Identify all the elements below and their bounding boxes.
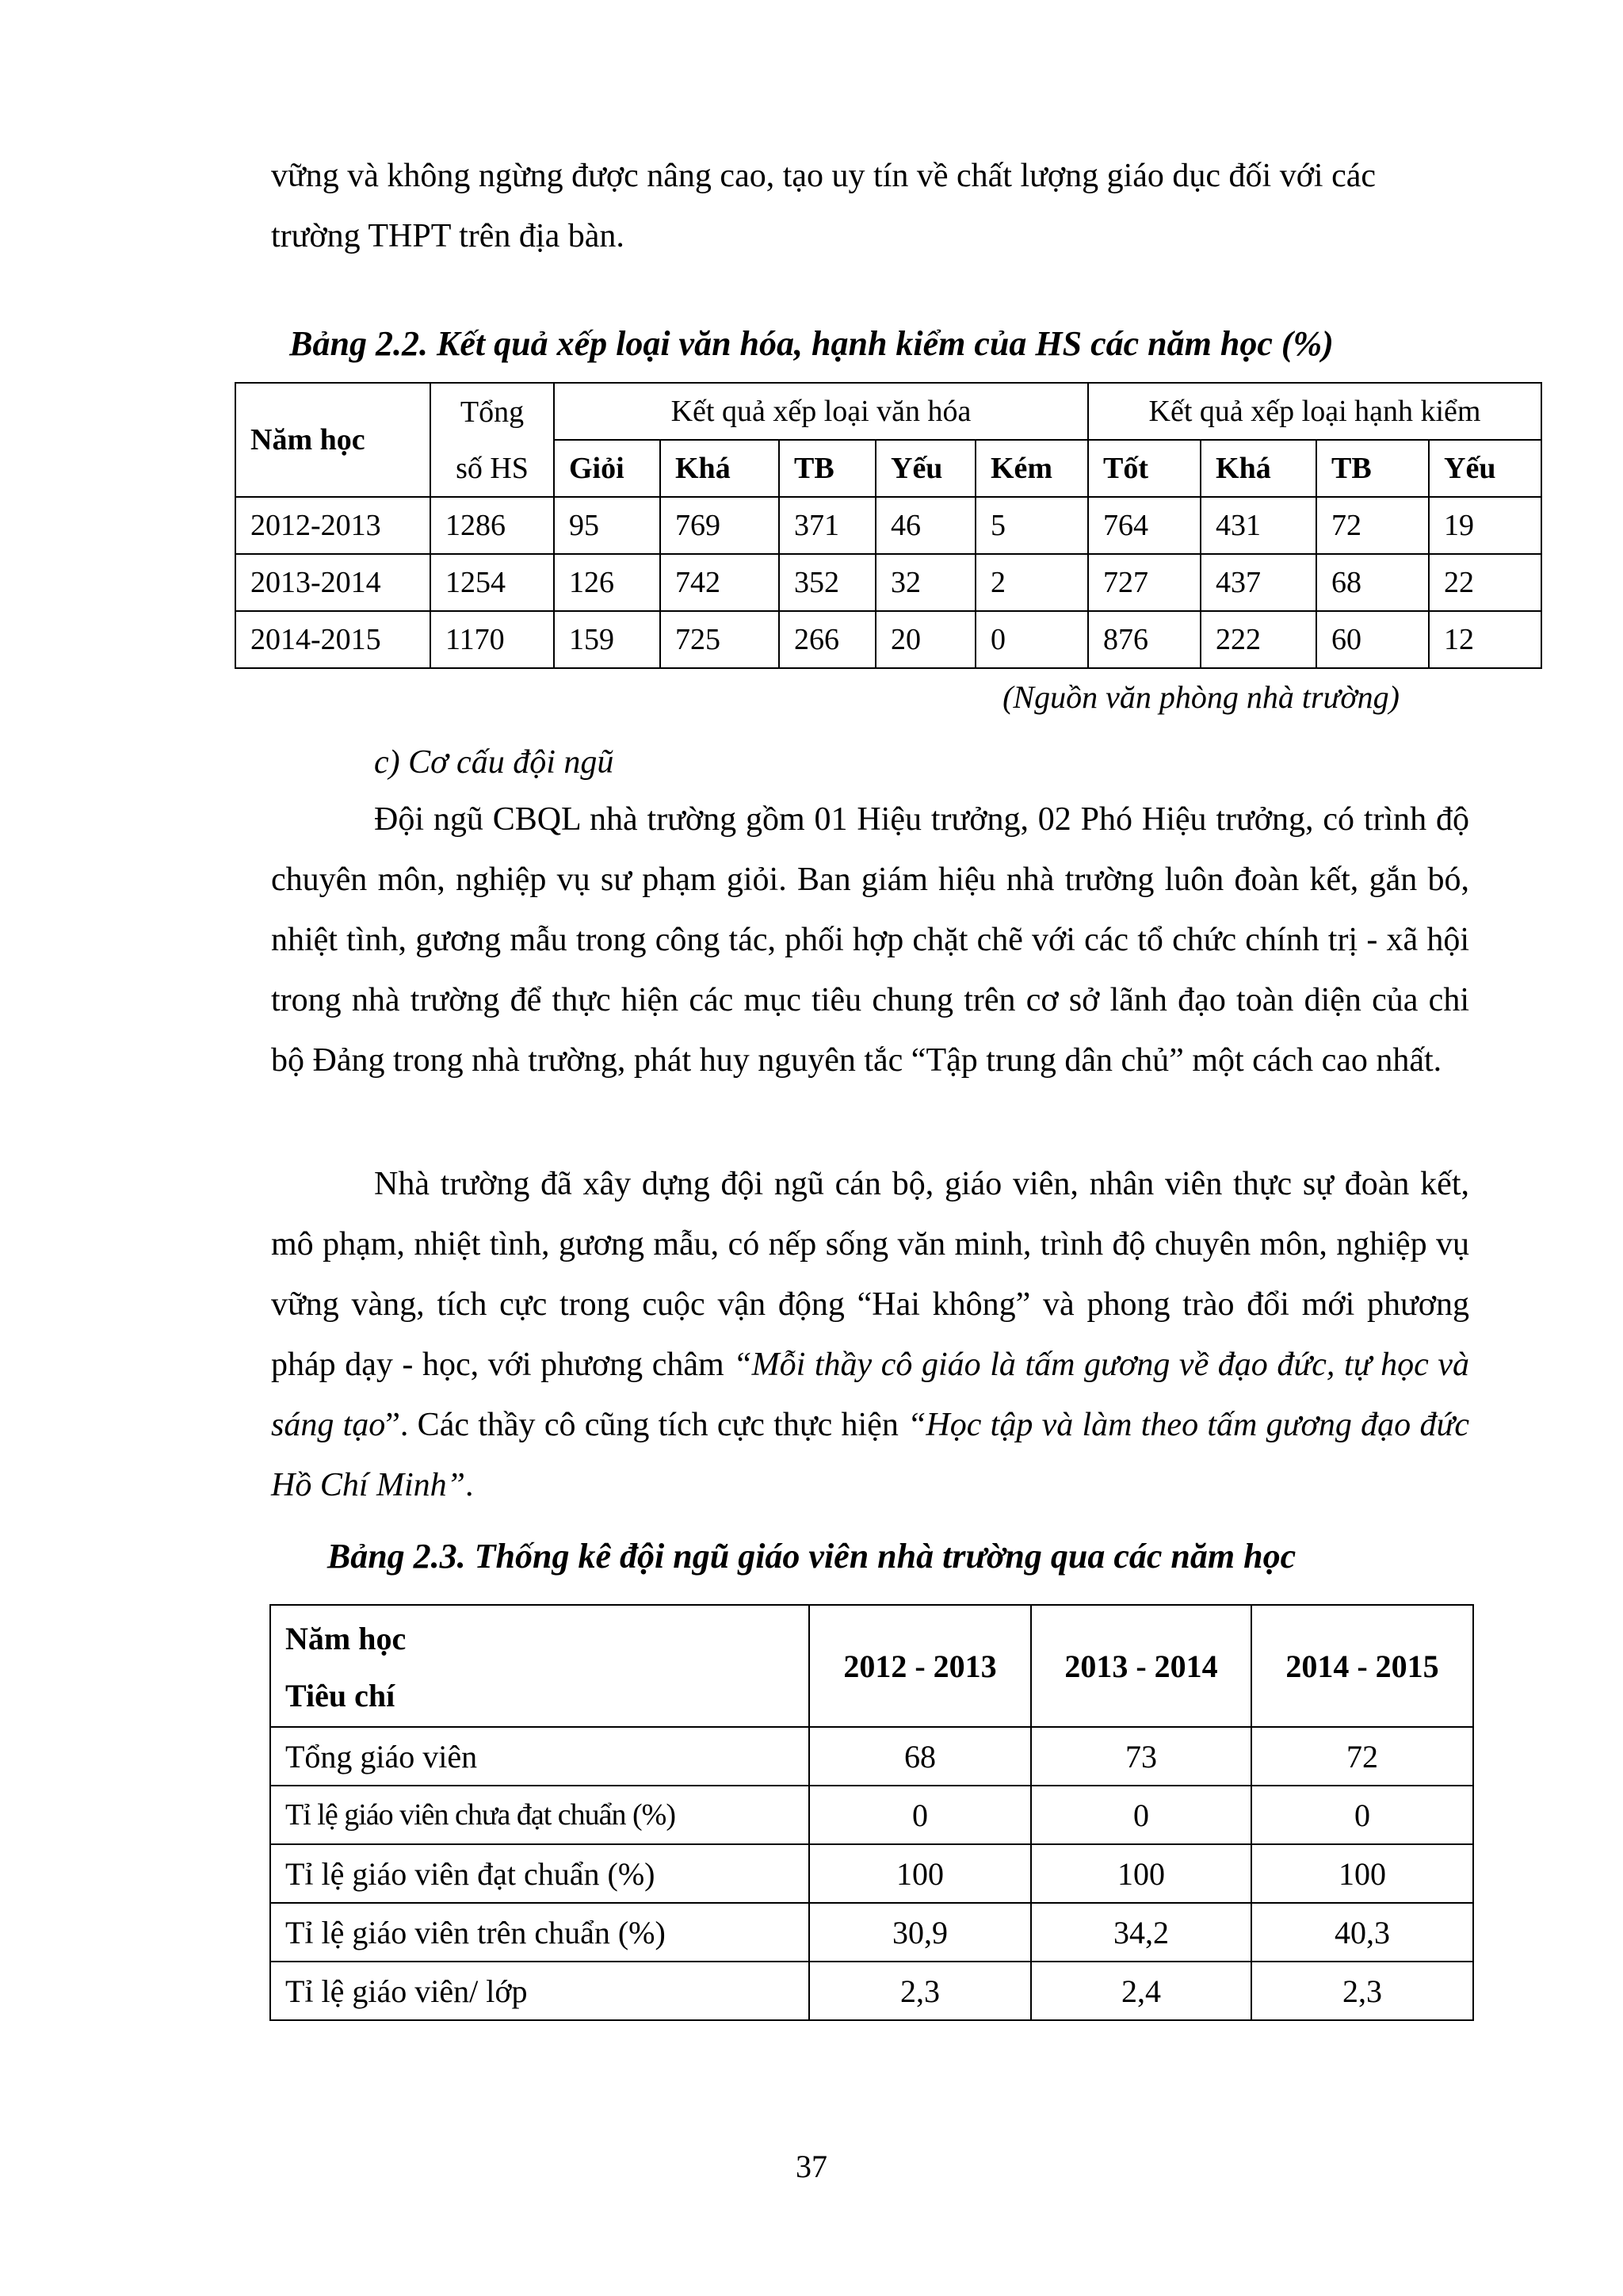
header-group-van-hoa: Kết quả xếp loại văn hóa [554, 383, 1088, 440]
row-label: Tỉ lệ giáo viên trên chuẩn (%) [270, 1903, 809, 1962]
table-cell: 2012-2013 [235, 497, 430, 554]
header-group-hanh-kiem: Kết quả xếp loại hạnh kiểm [1088, 383, 1541, 440]
table-row [235, 554, 1541, 611]
table-cell: 2,3 [809, 1962, 1031, 2020]
staff-text-3: . [465, 1467, 474, 1503]
table-cell: 437 [1201, 554, 1316, 611]
subheader-kem: Kém [976, 440, 1088, 497]
table-cell: 2,4 [1031, 1962, 1251, 2020]
header-tong-line2: số HS [430, 440, 554, 497]
staff-text-2: ”. Các thầy cô cũng tích cực thực hiện [385, 1407, 908, 1443]
corner-nam-hoc: Năm học [285, 1621, 407, 1656]
table-cell: 68 [809, 1727, 1031, 1786]
table-cell: 0 [976, 611, 1088, 668]
table-cell: 742 [660, 554, 779, 611]
table-cell: 2,3 [1251, 1962, 1473, 2020]
row-label: Tỉ lệ giáo viên đạt chuẩn (%) [270, 1844, 809, 1903]
table-cell: 0 [1031, 1786, 1251, 1844]
row-label: Tỉ lệ giáo viên chưa đạt chuẩn (%) [270, 1786, 809, 1844]
subheader-yeu: Yếu [876, 440, 976, 497]
table-cell: 68 [1316, 554, 1429, 611]
table-cell: 20 [876, 611, 976, 668]
table-cell: 352 [779, 554, 876, 611]
table-cell: 100 [809, 1844, 1031, 1903]
table-cell: 1254 [430, 554, 554, 611]
table-cell: 1286 [430, 497, 554, 554]
corner-header [270, 1605, 809, 1727]
subheader-tot: Tốt [1088, 440, 1201, 497]
table-2-2-source: (Nguồn văn phòng nhà trường) [1002, 679, 1400, 715]
table-cell: 876 [1088, 611, 1201, 668]
table-cell: 60 [1316, 611, 1429, 668]
table-cell: 725 [660, 611, 779, 668]
table-cell: 769 [660, 497, 779, 554]
staff-quote-2: “Học tập và làm theo tấm gương đạo đức Hồ Chí Minh” [271, 1407, 1469, 1503]
table-row [270, 1844, 1473, 1903]
table-cell: 1170 [430, 611, 554, 668]
intro-line-2: trường THPT trên địa bàn. [271, 218, 624, 254]
table-cell: 0 [809, 1786, 1031, 1844]
table-cell: 32 [876, 554, 976, 611]
table-cell: 5 [976, 497, 1088, 554]
subheader-gioi: Giỏi [554, 440, 660, 497]
table-row [270, 1727, 1473, 1786]
paragraph-cbql: Đội ngũ CBQL nhà trường gồm 01 Hiệu trưởng, 02 Phó Hiệu trưởng, có trình độ chuyên môn, nghiệp vụ sư phạm giỏi. Ban giám hiệu nhà trường luôn đoàn kết, gắn bó, nhiệt tình, gương mẫu trong công tác, phối hợp chặt chẽ với các tổ chức chính trị - xã hội trong nhà trường để thực hiện các mục tiêu chung trên cơ sở lãnh đạo toàn diện của chi bộ Đảng trong nhà trường, phát huy nguyên tắc “Tập trung dân chủ” một cách cao nhất. [271, 801, 1469, 1079]
table-cell: 159 [554, 611, 660, 668]
table-row [270, 1786, 1473, 1844]
subheader-tb: TB [779, 440, 876, 497]
table-cell: 266 [779, 611, 876, 668]
header-nam-hoc: Năm học [235, 383, 430, 497]
table-cell: 100 [1251, 1844, 1473, 1903]
table-cell: 727 [1088, 554, 1201, 611]
table-cell: 2013-2014 [235, 554, 430, 611]
staff-quote-1: “Mỗi thầy cô giáo là tấm gương về đạo đức, tự học và sáng tạo [271, 1347, 1470, 1443]
year-header: 2012 - 2013 [809, 1605, 1031, 1727]
section-c-heading: c) Cơ cấu đội ngũ [374, 744, 614, 781]
subheader-hk-kha: Khá [1201, 440, 1316, 497]
subheader-hk-yeu: Yếu [1429, 440, 1541, 497]
table-2-3-caption: Bảng 2.3. Thống kê đội ngũ giáo viên nhà trường qua các năm học [327, 1537, 1296, 1576]
corner-tieu-chi: Tiêu chí [285, 1678, 395, 1713]
row-label: Tổng giáo viên [270, 1727, 809, 1786]
table-cell: 19 [1429, 497, 1541, 554]
table-cell: 100 [1031, 1844, 1251, 1903]
table-cell: 431 [1201, 497, 1316, 554]
table-cell: 222 [1201, 611, 1316, 668]
intro-paragraph [271, 146, 1469, 266]
table-cell: 764 [1088, 497, 1201, 554]
table-cell: 12 [1429, 611, 1541, 668]
intro-line-1: vững và không ngừng được nâng cao, tạo uy tín về chất lượng giáo dục đối với các [271, 158, 1377, 194]
table-cell: 95 [554, 497, 660, 554]
table-cell: 34,2 [1031, 1903, 1251, 1962]
page-number: 37 [796, 2149, 827, 2184]
table-cell: 72 [1251, 1727, 1473, 1786]
year-header: 2013 - 2014 [1031, 1605, 1251, 1727]
table-cell: 371 [779, 497, 876, 554]
table-cell: 73 [1031, 1727, 1251, 1786]
table-cell: 40,3 [1251, 1903, 1473, 1962]
table-cell: 126 [554, 554, 660, 611]
table-cell: 2014-2015 [235, 611, 430, 668]
table-cell: 2 [976, 554, 1088, 611]
staff-text-1: Nhà trường đã xây dựng đội ngũ cán bộ, giáo viên, nhân viên thực sự đoàn kết, mô phạm, nhiệt tình, gương mẫu, có nếp sống văn minh, trình độ chuyên môn, nghiệp vụ vững vàng, tích cực trong cuộc vận động “Hai không” và phong trào đổi mới phương pháp dạy - học, với phương châm [271, 1166, 1469, 1383]
table-cell: 30,9 [809, 1903, 1031, 1962]
row-label: Tỉ lệ giáo viên/ lớp [270, 1962, 809, 2020]
table-cell: 72 [1316, 497, 1429, 554]
year-header: 2014 - 2015 [1251, 1605, 1473, 1727]
table-cell: 46 [876, 497, 976, 554]
table-row [270, 1903, 1473, 1962]
table-2-2 [235, 382, 1542, 669]
subheader-kha: Khá [660, 440, 779, 497]
table-row [270, 1962, 1473, 2020]
header-tong-line1: Tổng [430, 383, 554, 440]
paragraph-staff [271, 1154, 1469, 1515]
table-cell: 22 [1429, 554, 1541, 611]
table-row [235, 611, 1541, 668]
table-2-2-caption: Bảng 2.2. Kết quả xếp loại văn hóa, hạnh kiểm của HS các năm học (%) [289, 324, 1334, 363]
subheader-hk-tb: TB [1316, 440, 1429, 497]
table-2-3 [269, 1604, 1474, 2021]
table-cell: 0 [1251, 1786, 1473, 1844]
table-row [235, 497, 1541, 554]
